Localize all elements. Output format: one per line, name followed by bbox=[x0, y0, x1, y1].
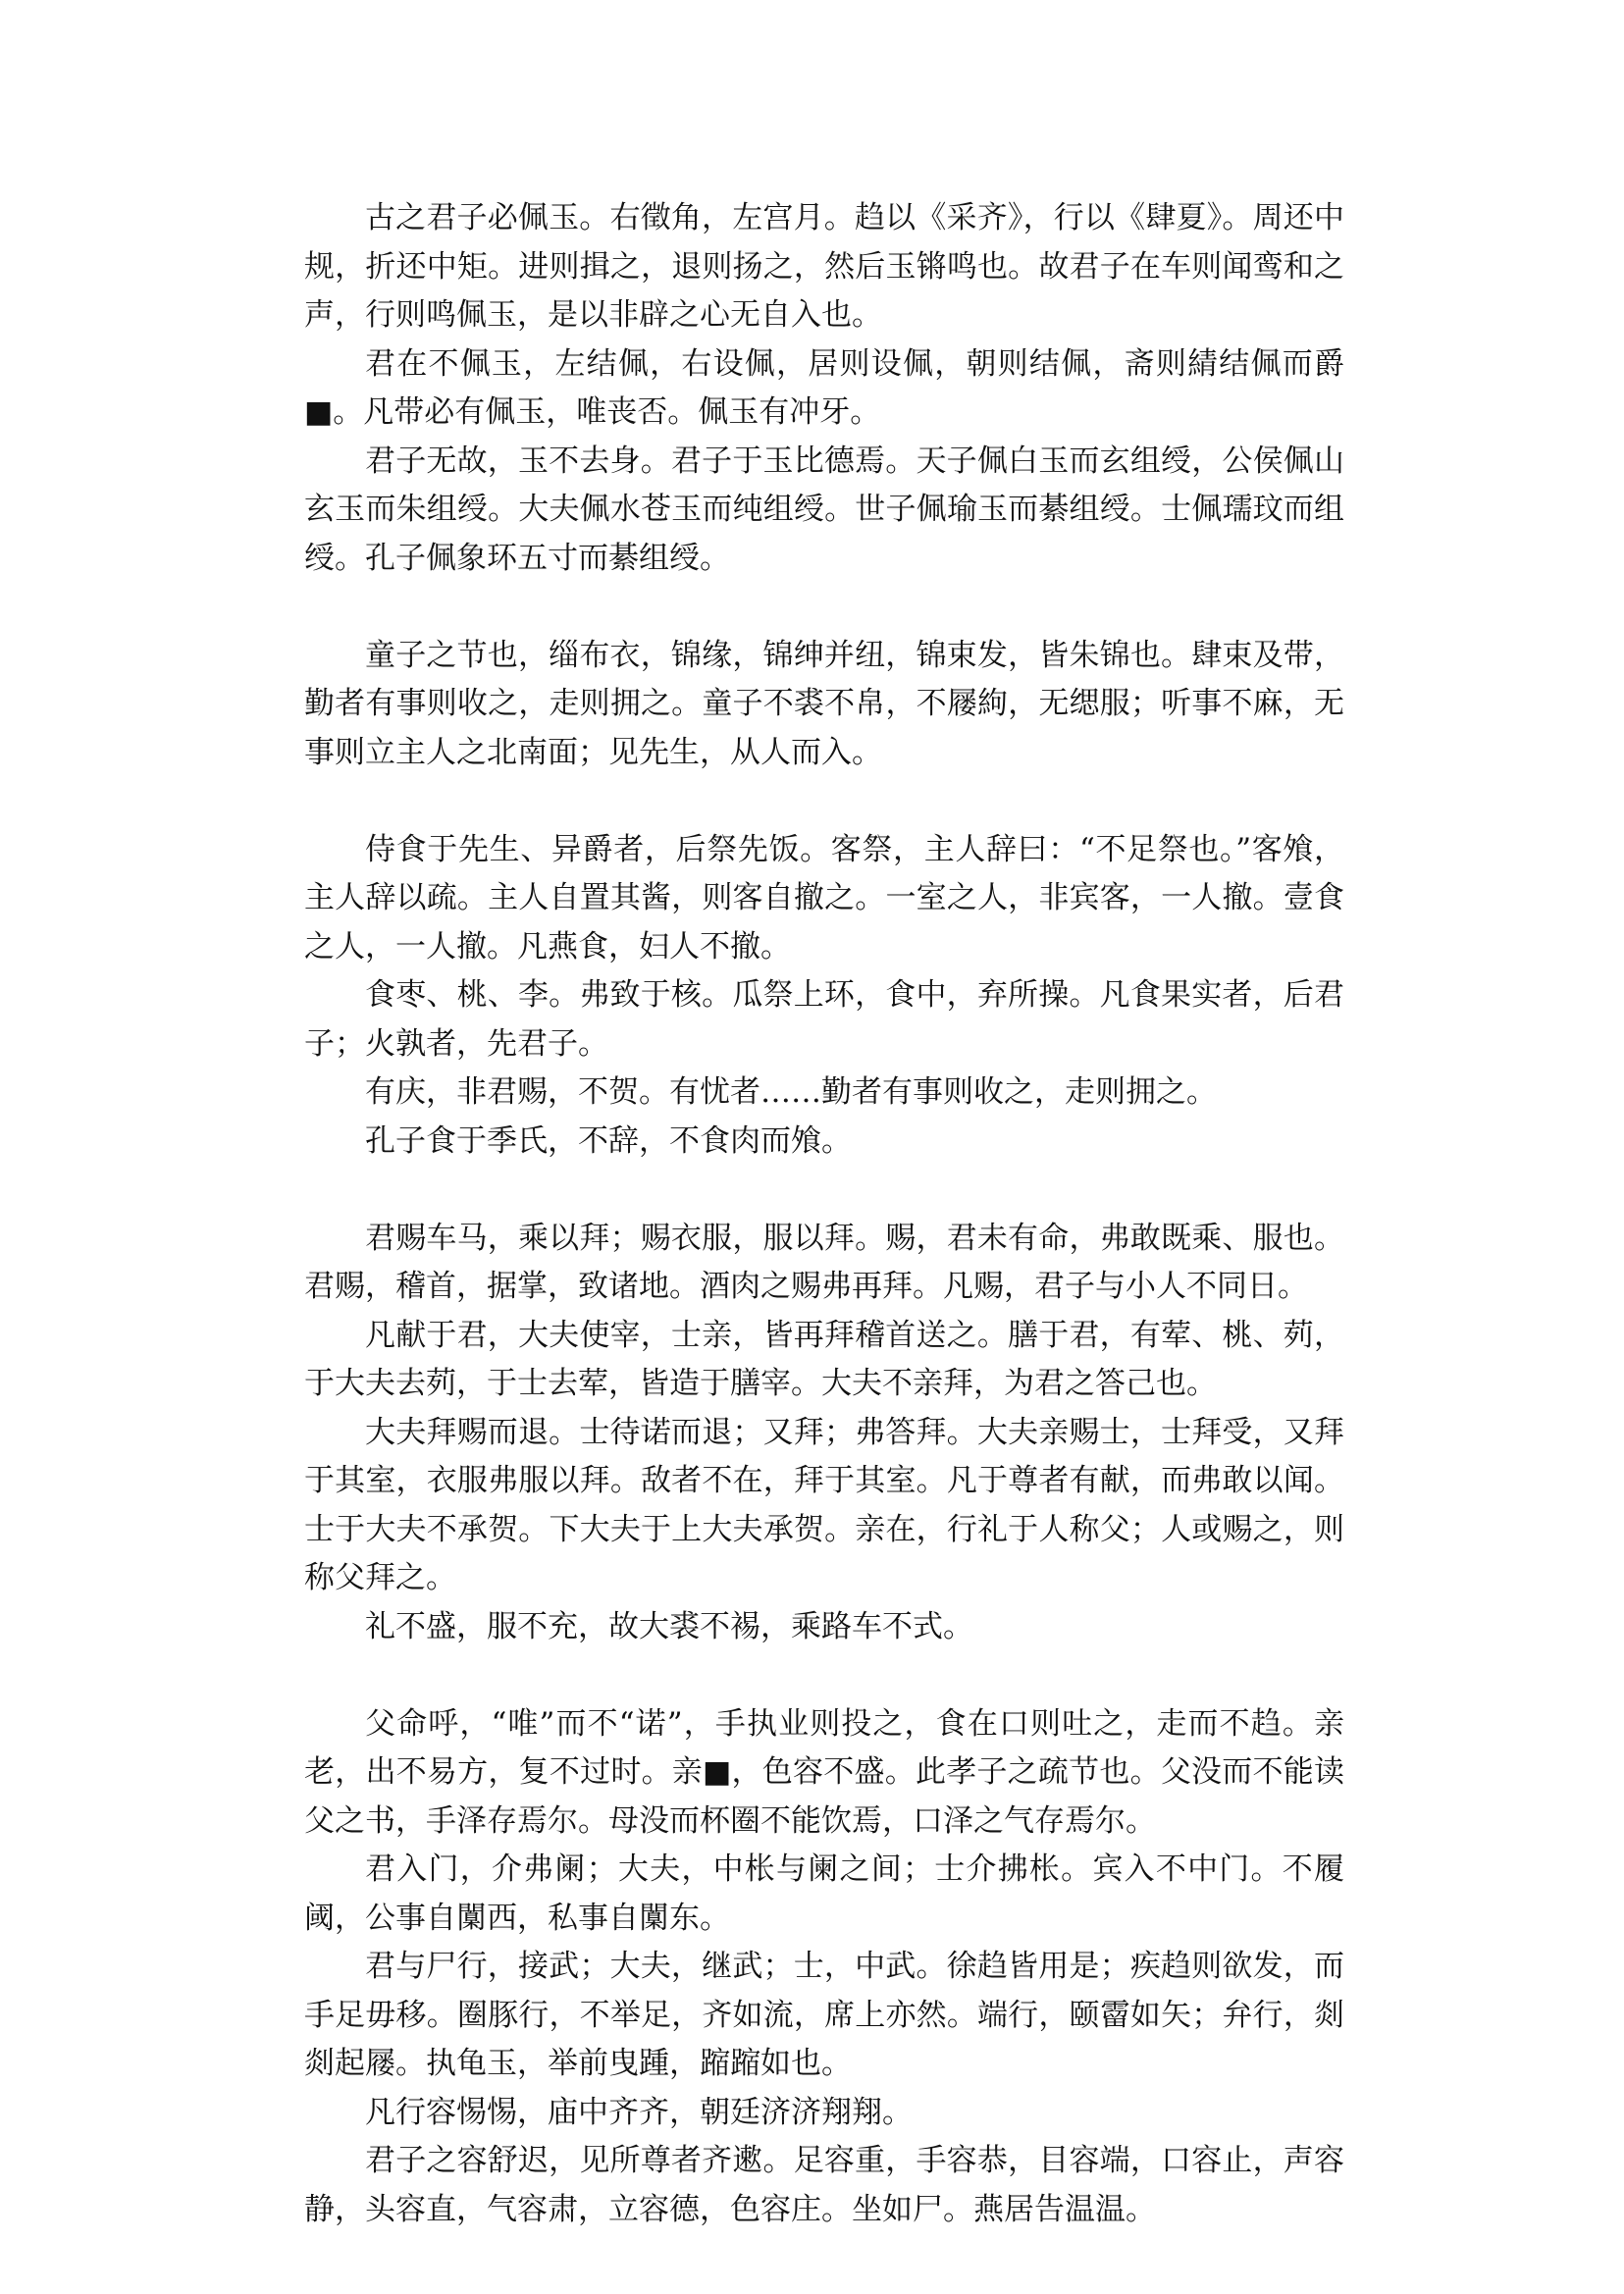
paragraph: 君与尸行，接武；大夫，继武；士，中武。徐趋皆用是；疾趋则欲发，而手足毋移。圈豚行，不举足，齐如流，席上亦然。端行，颐霤如矢；弁行，剡剡起屦。执龟玉，举前曳踵，蹜蹜如也。 bbox=[304, 1949, 1344, 2081]
paragraph: 君子无故，玉不去身。君子于玉比德焉。天子佩白玉而玄组绶，公侯佩山玄玉而朱组绶。大夫佩水苍玉而纯组绶。世子佩瑜玉而綦组绶。士佩瓀玟而组绶。孔子佩象环五寸而綦组绶。 bbox=[304, 443, 1344, 576]
paragraph: 孔子食于季氏，不辞，不食肉而飧。 bbox=[365, 1122, 852, 1159]
document-body bbox=[304, 194, 1344, 2234]
paragraph: 凡行容惕惕，庙中齐齐，朝廷济济翔翔。 bbox=[365, 2094, 913, 2130]
paragraph: 君子之容舒迟，见所尊者齐遬。足容重，手容恭，目容端，口容止，声容静，头容直，气容肃，立容德，色容庄。坐如尸。燕居告温温。 bbox=[304, 2143, 1344, 2227]
paragraph: 古之君子必佩玉。右徵角，左宫月。趋以《采齐》，行以《肆夏》。周还中规，折还中矩。进则揖之，退则扬之，然后玉锵鸣也。故君子在车则闻鸾和之声，行则鸣佩玉，是以非辟之心无自入也。 bbox=[304, 200, 1344, 333]
paragraph: 君入门，介弗阑；大夫，中枨与阑之间；士介拂枨。宾入不中门。不履阈，公事自闑西，私事自闑东。 bbox=[304, 1851, 1344, 1936]
paragraph: 有庆，非君赐，不贺。有忧者……勤者有事则收之，走则拥之。 bbox=[365, 1074, 1217, 1110]
paragraph: 食枣、桃、李。弗致于核。瓜祭上环，食中，弃所操。凡食果实者，后君子；火孰者，先君子。 bbox=[304, 977, 1344, 1062]
paragraph: 君赐车马，乘以拜；赐衣服，服以拜。赐，君未有命，弗敢既乘、服也。君赐，稽首，据掌，致诸地。酒肉之赐弗再拜。凡赐，君子与小人不同日。 bbox=[304, 1220, 1344, 1304]
paragraph: 童子之节也，缁布衣，锦缘，锦绅并纽，锦束发，皆朱锦也。肆束及带，勤者有事则收之，走则拥之。童子不裘不帛，不屦絇，无缌服；听事不麻，无事则立主人之北南面；见先生，从人而入。 bbox=[304, 637, 1344, 770]
paragraph: 大夫拜赐而退。士待诺而退；又拜；弗答拜。大夫亲赐士，士拜受，又拜于其室，衣服弗服以拜。敌者不在，拜于其室。凡于尊者有献，而弗敢以闻。士于大夫不承贺。下大夫于上大夫承贺。亲在，行礼于人称父；人或赐之，则称父拜之。 bbox=[304, 1414, 1344, 1595]
paragraph: 礼不盛，服不充，故大裘不裼，乘路车不式。 bbox=[365, 1608, 973, 1644]
paragraph: 父命呼，“唯”而不“诺”，手执业则投之，食在口则吐之，走而不趋。亲老，出不易方，复不过时。亲■，色容不盛。此孝子之疏节也。父没而不能读父之书，手泽存焉尔。母没而杯圈不能饮焉，口泽之气存焉尔。 bbox=[304, 1705, 1344, 1839]
paragraph: 侍食于先生、异爵者，后祭先饭。客祭，主人辞曰：“不足祭也。”客飧，主人辞以疏。主人自置其酱，则客自撤之。一室之人，非宾客，一人撤。壹食之人，一人撤。凡燕食，妇人不撤。 bbox=[304, 831, 1344, 965]
paragraph: 凡献于君，大夫使宰，士亲，皆再拜稽首送之。膳于君，有荤、桃、茢，于大夫去茢，于士去荤，皆造于膳宰。大夫不亲拜，为君之答己也。 bbox=[304, 1317, 1344, 1401]
paragraph: 君在不佩玉，左结佩，右设佩，居则设佩，朝则结佩，斋则綪结佩而爵■。凡带必有佩玉，唯丧否。佩玉有冲牙。 bbox=[304, 345, 1344, 430]
